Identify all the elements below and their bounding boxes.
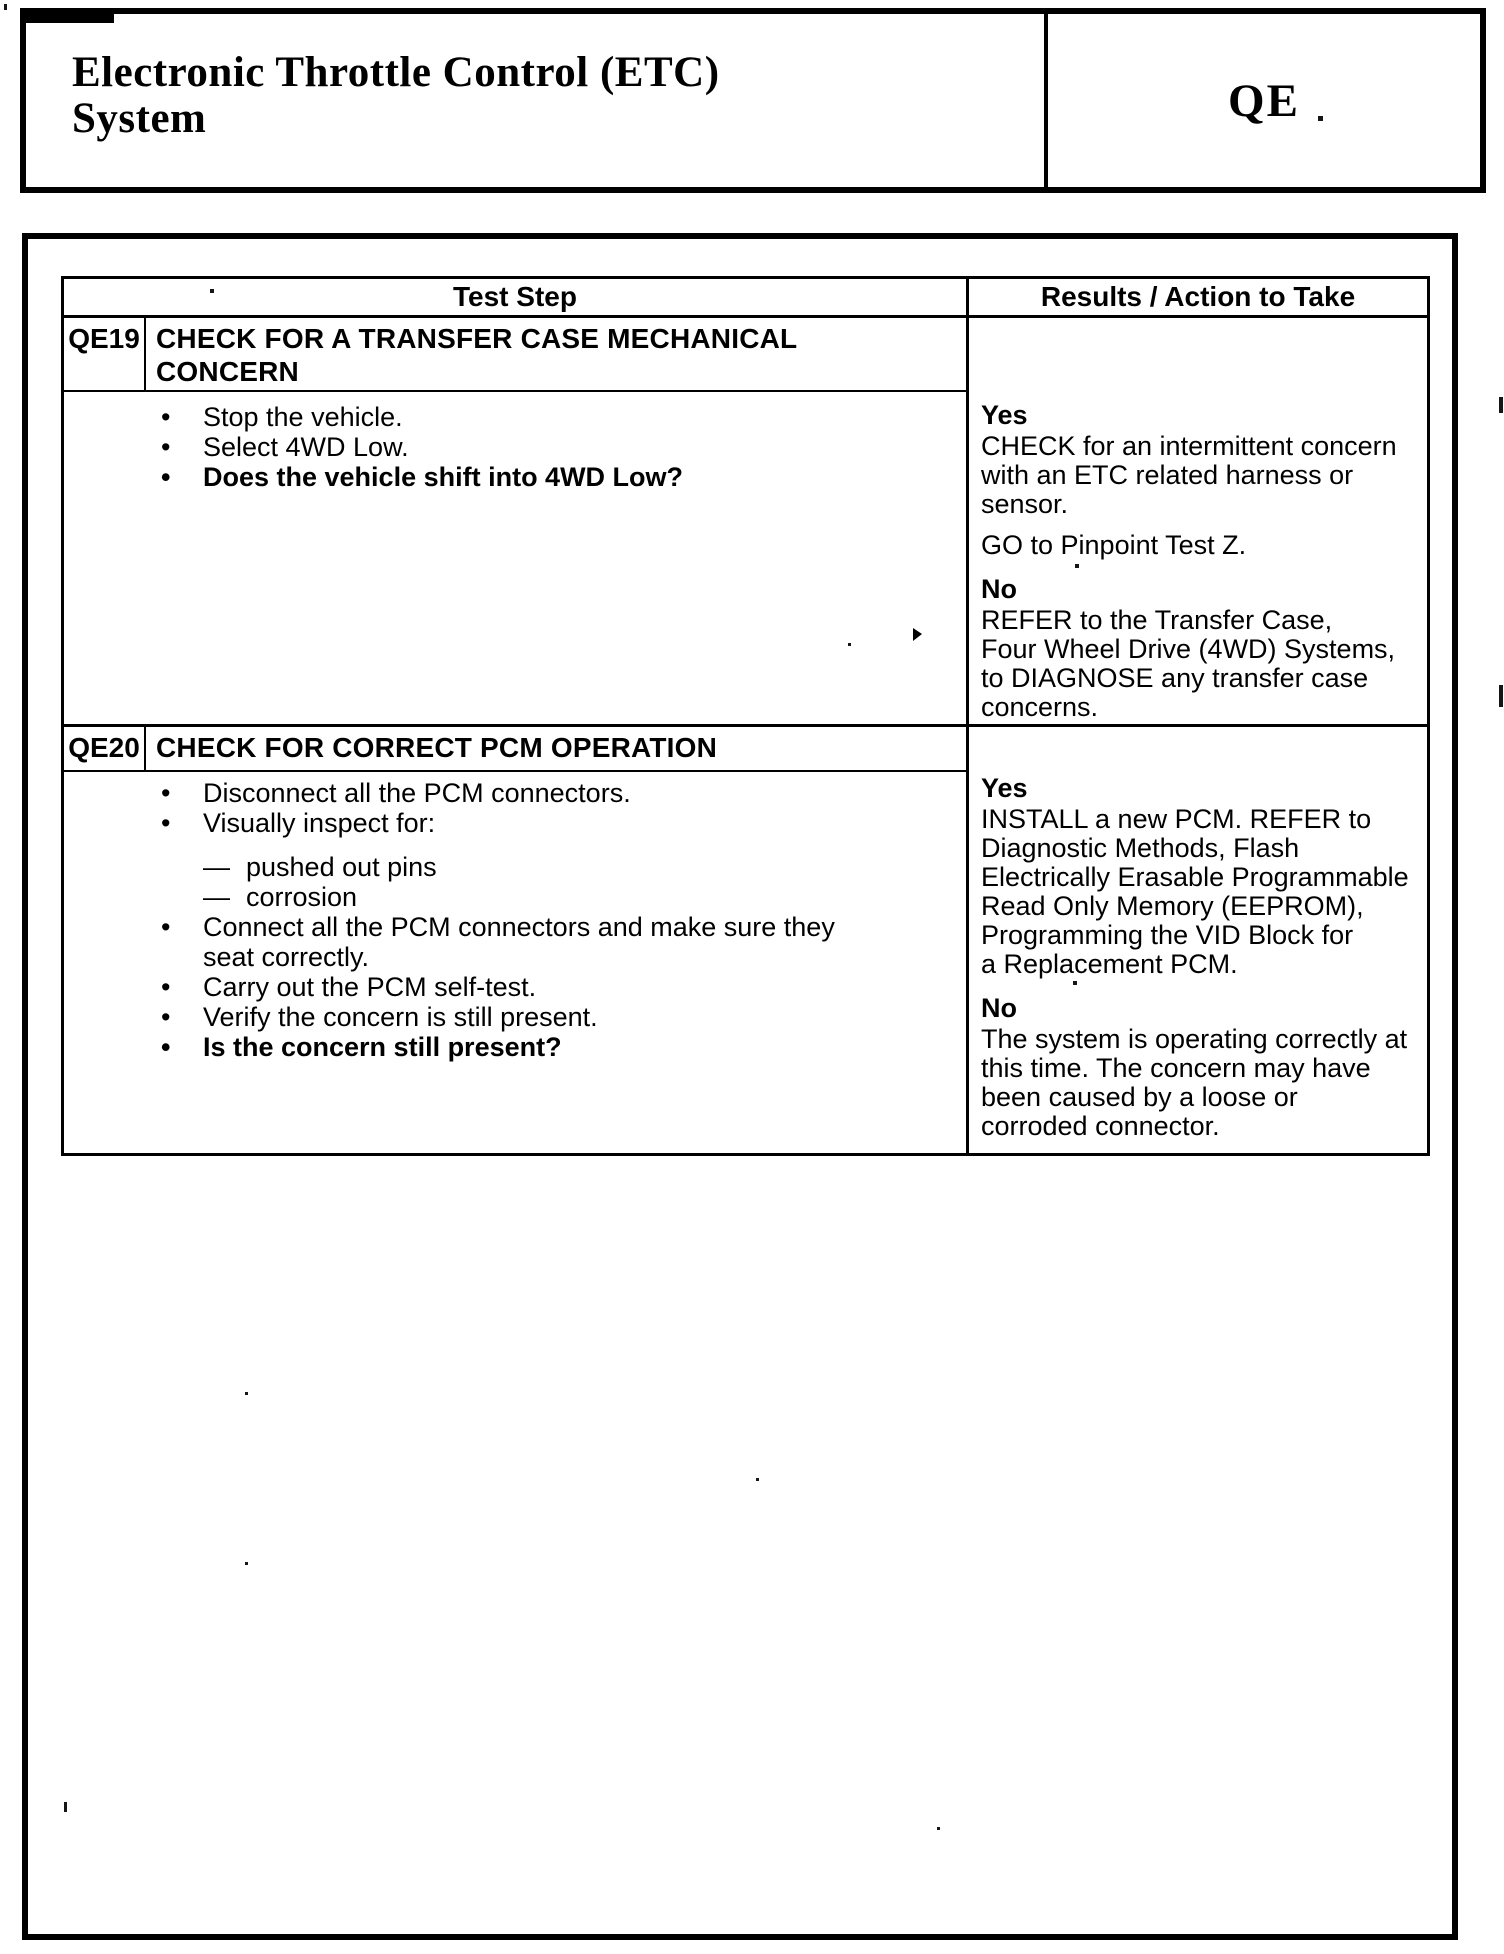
scan-speck [210,289,214,293]
result-paragraph [981,771,1419,979]
bullet-icon: • [161,972,171,1002]
result-line: Electrically Erasable Programmable [981,862,1409,892]
result-line: Diagnostic Methods, Flash [981,833,1300,863]
results-cell [969,727,1427,1153]
bullet-icon: • [161,402,171,432]
result-paragraph [981,572,1419,722]
result-line: INSTALL a new PCM. REFER to [981,804,1372,834]
result-paragraph [981,991,1419,1141]
step-title [146,727,966,770]
section-code-cell [1048,14,1480,187]
page-title-line2: System [72,95,207,142]
scan-speck [937,1827,940,1830]
result-line: REFER to the Transfer Case, [981,605,1333,635]
result-paragraph [981,531,1419,560]
test-step-cell [64,318,969,724]
table-row [64,318,1427,727]
table-row [64,727,1427,1153]
step-body [64,392,966,492]
result-line: with an ETC related harness or [981,460,1354,490]
step-text: corrosion [246,882,358,912]
bullet-icon: • [161,1032,171,1062]
cursor-artifact-icon [913,628,922,641]
header-box [20,8,1486,193]
scan-speck [1499,685,1503,707]
scan-speck [1318,116,1323,121]
step-item [161,778,966,808]
step-item [161,462,966,492]
result-line: been caused by a loose or [981,1082,1298,1112]
scan-speck [4,4,7,10]
result-label: Yes [981,773,1028,803]
scan-speck [1499,397,1503,413]
step-id: QE20 [64,727,146,770]
scan-speck [245,1562,248,1565]
header-title-cell [26,14,1048,187]
result-line: GO to Pinpoint Test Z. [981,530,1247,560]
step-item [161,1002,966,1032]
result-label: No [981,574,1017,604]
step-text: Is the concern still present? [203,1032,562,1062]
column-header-results: Results / Action to Take [1040,281,1356,312]
dash-icon: — [203,852,230,882]
result-line: sensor. [981,489,1069,519]
section-code: QE [1228,74,1300,127]
step-title-line: CONCERN [156,356,299,387]
page-title [72,50,1044,142]
result-line: concerns. [981,692,1099,722]
content-box [22,233,1458,1940]
step-text: Stop the vehicle. [203,402,403,432]
result-line: The system is operating correctly at [981,1024,1408,1054]
table-header-row [64,279,1427,318]
step-subitem [161,852,966,882]
result-paragraph [981,398,1419,519]
result-line: Programming the VID Block for [981,920,1354,950]
step-item [161,1032,966,1062]
step-id: QE19 [64,318,146,390]
scan-artifact [20,8,114,23]
step-text: pushed out pins [246,852,437,882]
scan-speck [756,1478,759,1481]
step-item [161,972,966,1002]
step-body [64,772,966,1062]
step-text: Select 4WD Low. [203,432,409,462]
result-line: to DIAGNOSE any transfer case [981,663,1369,693]
result-label: No [981,993,1017,1023]
result-line: CHECK for an intermittent concern [981,431,1397,461]
step-text: Visually inspect for: [203,808,436,838]
step-text: Does the vehicle shift into 4WD Low? [203,462,684,492]
scan-speck [245,1392,248,1395]
step-title-line: CHECK FOR CORRECT PCM OPERATION [156,732,718,763]
dash-icon: — [203,882,230,912]
step-text: Disconnect all the PCM connectors. [203,778,631,808]
result-line: Read Only Memory (EEPROM), [981,891,1364,921]
bullet-icon: • [161,808,171,838]
result-line: Four Wheel Drive (4WD) Systems, [981,634,1396,664]
bullet-icon: • [161,1002,171,1032]
step-text: Connect all the PCM connectors and make sure they seat correctly. [203,912,835,972]
bullet-icon: • [161,778,171,808]
step-title-line: CHECK FOR A TRANSFER CASE MECHANICAL [156,323,798,354]
test-step-cell [64,727,969,1153]
step-text: Carry out the PCM self-test. [203,972,537,1002]
step-item [161,912,966,972]
result-line: corroded connector. [981,1111,1220,1141]
bullet-icon: • [161,912,171,942]
step-subitem [161,882,966,912]
scan-speck [64,1802,67,1812]
result-line: this time. The concern may have [981,1053,1371,1083]
step-item [161,432,966,462]
bullet-icon: • [161,462,171,492]
scan-speck [1075,564,1079,568]
step-title [146,318,966,390]
step-title-band [64,727,966,772]
step-item [161,808,966,838]
results-cell [969,318,1427,724]
bullet-icon: • [161,432,171,462]
step-item [161,402,966,432]
scan-speck [848,643,851,646]
column-header-test-step: Test Step [64,279,969,315]
diagnostic-table [61,276,1430,1156]
page-title-line1: Electronic Throttle Control (ETC) [72,49,720,96]
step-title-band [64,318,966,392]
result-line: a Replacement PCM. [981,949,1238,979]
scan-speck [1073,981,1077,985]
result-label: Yes [981,400,1028,430]
step-text: Verify the concern is still present. [203,1002,598,1032]
